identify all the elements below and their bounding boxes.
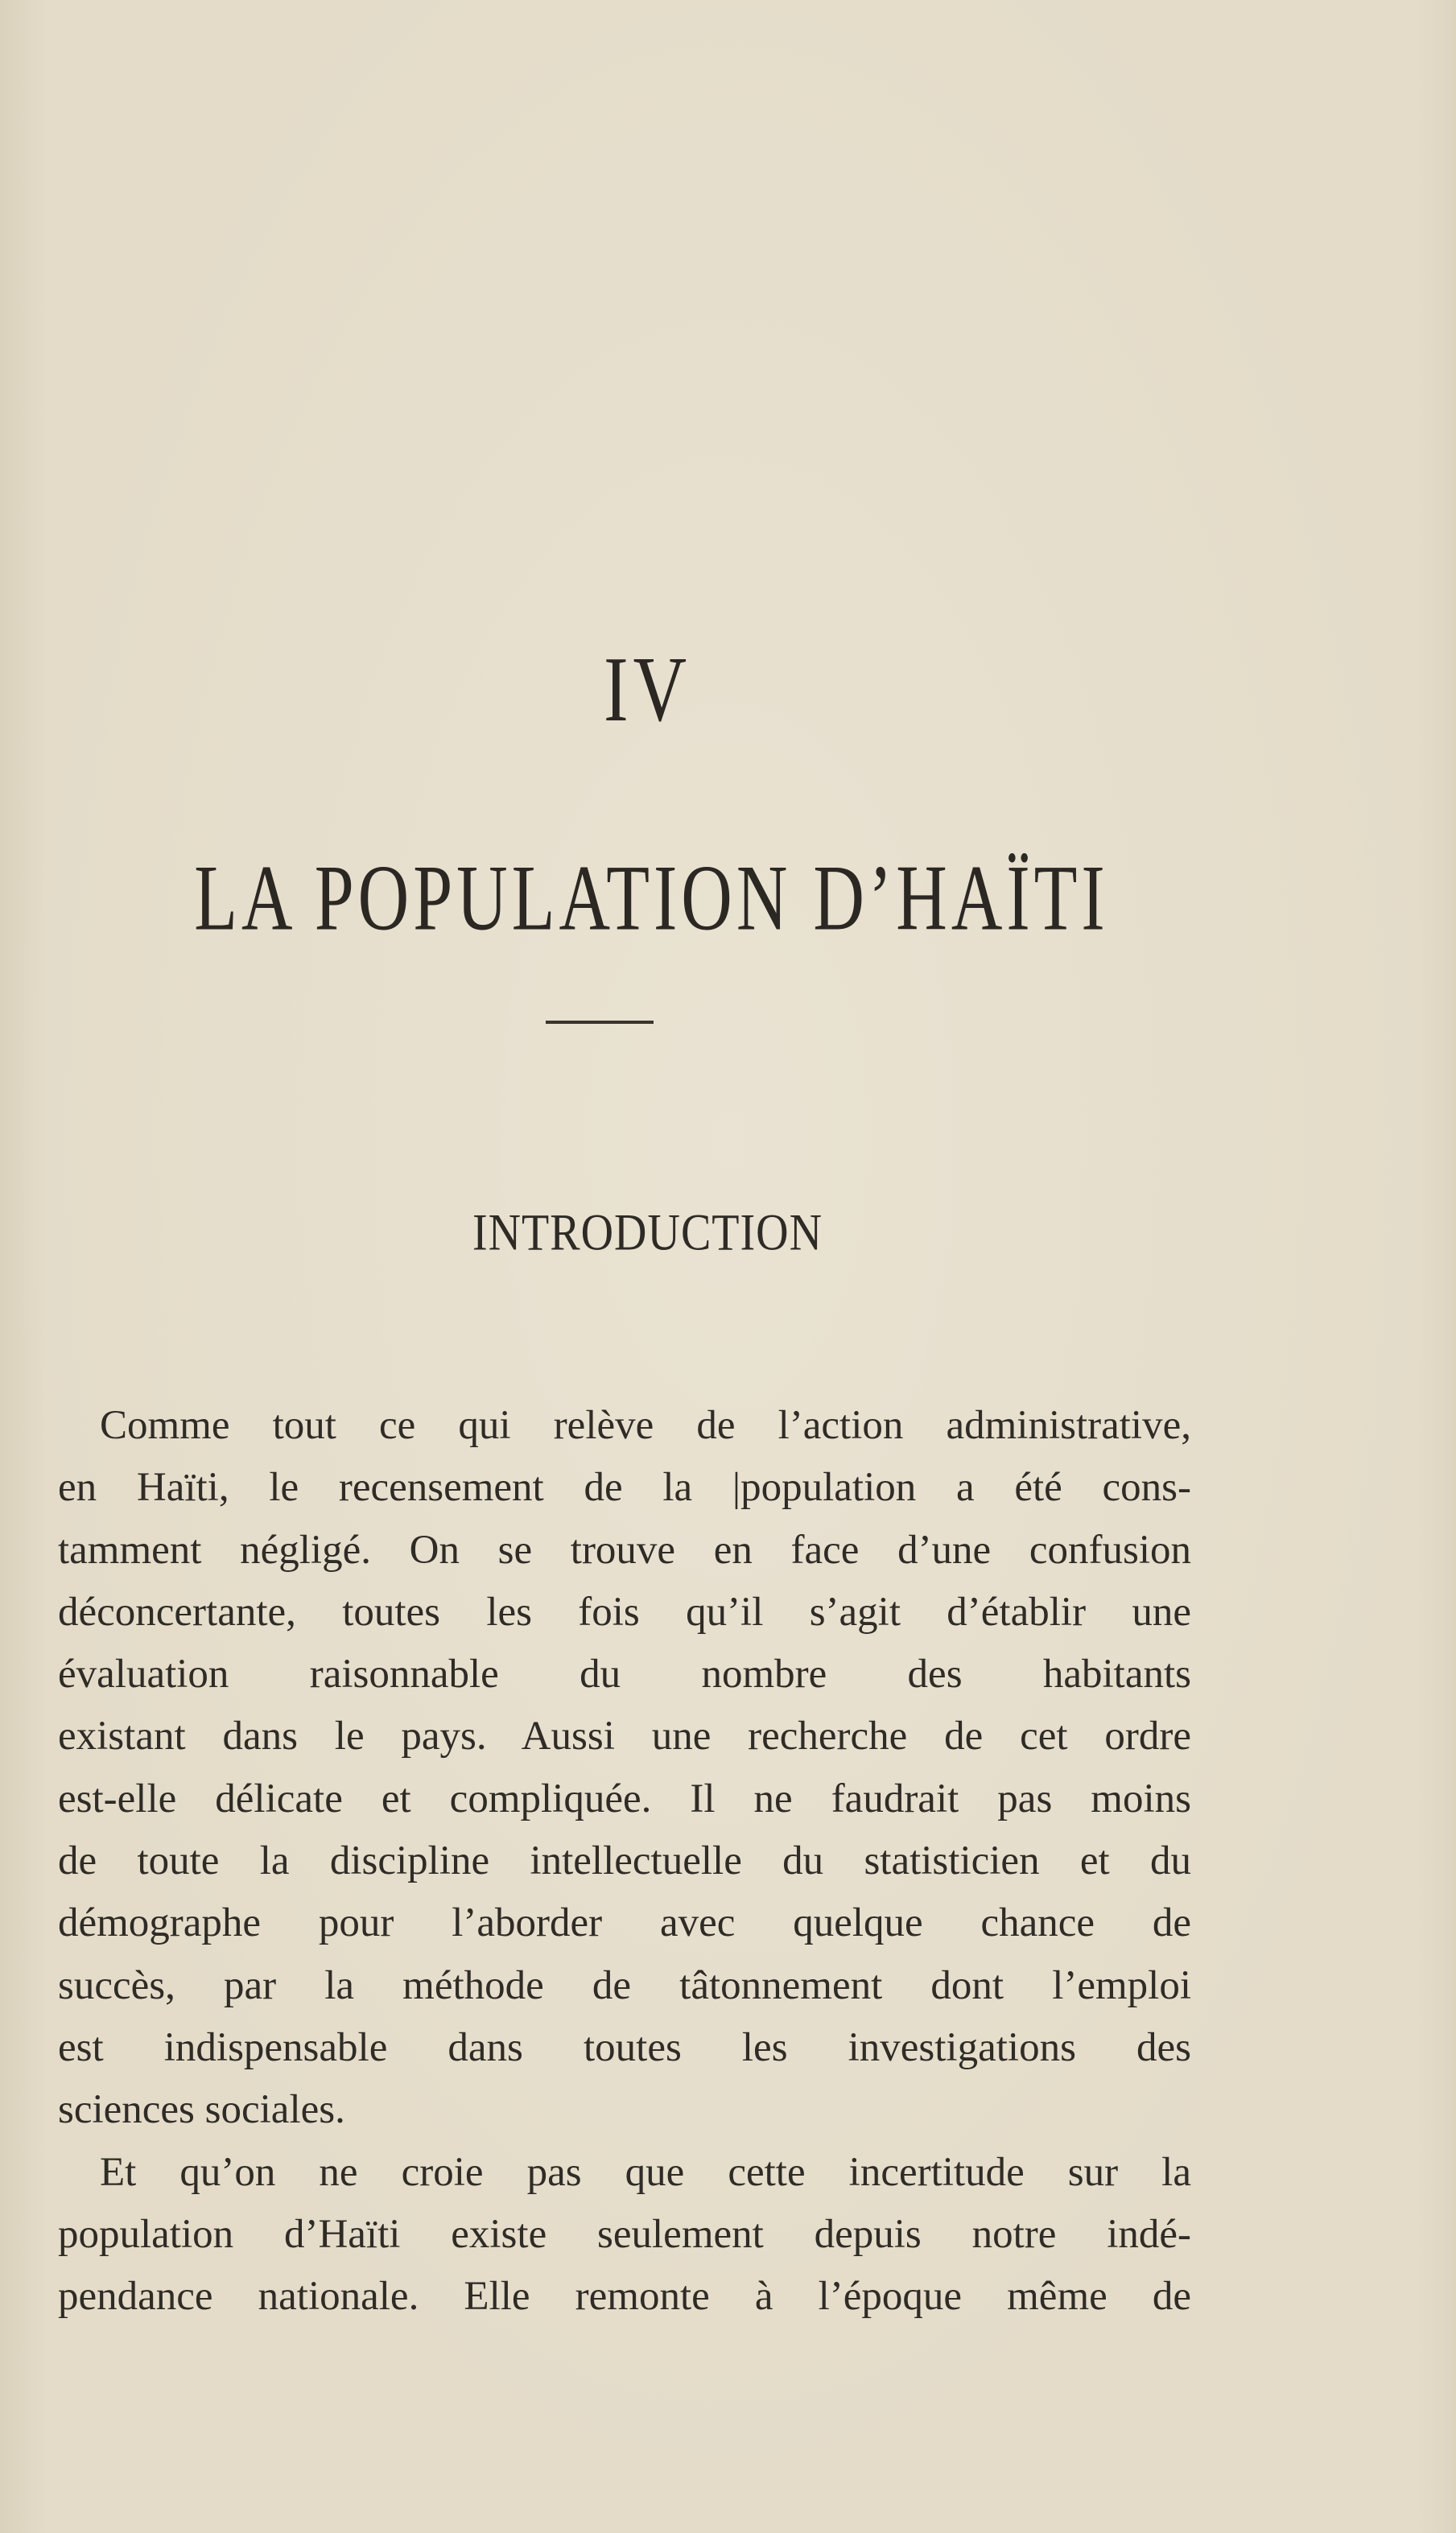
- text-line: évaluation raisonnable du nombre des habitants: [58, 1652, 1191, 1698]
- text-line: pendance nationale. Elle remonte à l’époque même de: [58, 2274, 1191, 2320]
- text-line: en Haïti, le recensement de la |population a été cons-: [58, 1465, 1191, 1511]
- text-line: population d’Haïti existe seulement depuis notre indé-: [58, 2211, 1191, 2257]
- chapter-numeral: IV: [603, 637, 692, 741]
- text-line: existant dans le pays. Aussi une recherche de cet ordre: [58, 1714, 1191, 1759]
- text-line: Et qu’on ne croie pas que cette incertitude sur la: [100, 2149, 1191, 2195]
- text-line: tamment négligé. On se trouve en face d’une confusion: [58, 1527, 1191, 1573]
- chapter-title: LA POPULATION D’HAÏTI: [194, 847, 1109, 951]
- text-line: démographe pour l’aborder avec quelque chance de: [58, 1900, 1191, 1946]
- title-divider-rule: [546, 1021, 654, 1024]
- text-line: est-elle délicate et compliquée. Il ne faudrait pas moins: [58, 1776, 1191, 1821]
- body-text: [58, 1395, 1191, 2328]
- text-line: succès, par la méthode de tâtonnement dont l’emploi: [58, 1962, 1191, 2008]
- text-line: de toute la discipline intellectuelle du statisticien et du: [58, 1838, 1191, 1884]
- section-heading: INTRODUCTION: [472, 1204, 823, 1262]
- text-line: sciences sociales.: [58, 2087, 345, 2133]
- text-line: est indispensable dans toutes les investigations des: [58, 2024, 1191, 2070]
- text-line: déconcertante, toutes les fois qu’il s’agit d’établir une: [58, 1589, 1191, 1635]
- text-line: Comme tout ce qui relève de l’action administrative,: [100, 1403, 1191, 1448]
